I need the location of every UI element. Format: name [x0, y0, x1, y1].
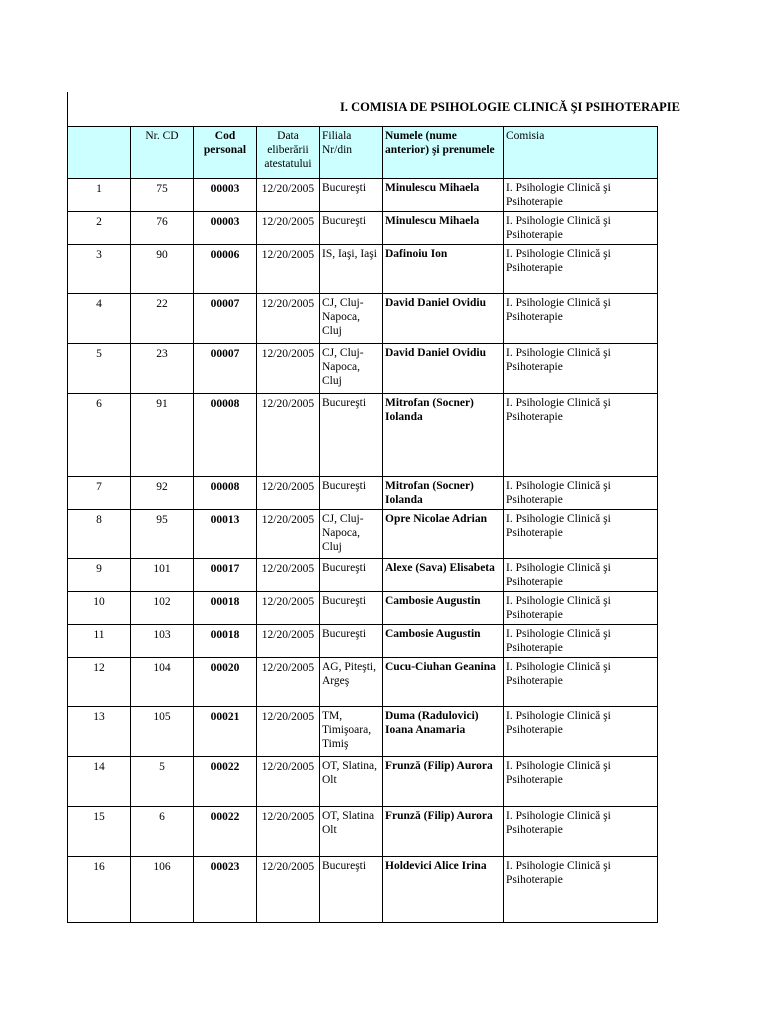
nume-cell: Minulescu Mihaela	[383, 211, 504, 244]
table-row	[68, 293, 658, 343]
table-row	[68, 856, 658, 922]
data-cell: 12/20/2005	[257, 178, 320, 211]
nume-cell: Frunză (Filip) Aurora	[383, 806, 504, 856]
row-index: 14	[68, 756, 131, 806]
filiala-cell: Bucureşti	[320, 856, 383, 922]
nume-cell: Mitrofan (Socner) Iolanda	[383, 393, 504, 476]
cod-personal-cell: 00008	[194, 476, 257, 509]
filiala-cell: OT, Slatina, Olt	[320, 756, 383, 806]
cod-personal-cell: 00022	[194, 756, 257, 806]
data-cell: 12/20/2005	[257, 509, 320, 558]
row-index: 16	[68, 856, 131, 922]
comisia-cell: I. Psihologie Clinică şi Psihoterapie	[504, 657, 658, 706]
comisia-cell: I. Psihologie Clinică şi Psihoterapie	[504, 756, 658, 806]
comisia-cell: I. Psihologie Clinică şi Psihoterapie	[504, 591, 658, 624]
comisia-cell: I. Psihologie Clinică şi Psihoterapie	[504, 706, 658, 756]
data-cell: 12/20/2005	[257, 591, 320, 624]
filiala-cell: TM, Timişoara, Timiş	[320, 706, 383, 756]
table-row	[68, 756, 658, 806]
nume-cell: Cambosie Augustin	[383, 591, 504, 624]
cod-personal-cell: 00021	[194, 706, 257, 756]
cod-personal-cell: 00008	[194, 393, 257, 476]
data-cell: 12/20/2005	[257, 756, 320, 806]
nume-cell: Cucu-Ciuhan Geanina	[383, 657, 504, 706]
filiala-cell: CJ, Cluj-Napoca, Cluj	[320, 343, 383, 393]
comisia-cell: I. Psihologie Clinică şi Psihoterapie	[504, 244, 658, 293]
data-cell: 12/20/2005	[257, 293, 320, 343]
data-cell: 12/20/2005	[257, 657, 320, 706]
title-row	[68, 92, 658, 126]
nr-cd-cell: 76	[131, 211, 194, 244]
comisia-cell: I. Psihologie Clinică şi Psihoterapie	[504, 509, 658, 558]
cod-personal-cell: 00003	[194, 178, 257, 211]
table-row	[68, 558, 658, 591]
filiala-cell: CJ, Cluj-Napoca, Cluj	[320, 293, 383, 343]
table-row	[68, 806, 658, 856]
nr-cd-cell: 104	[131, 657, 194, 706]
filiala-cell: IS, Iaşi, Iaşi	[320, 244, 383, 293]
data-cell: 12/20/2005	[257, 558, 320, 591]
filiala-cell: Bucureşti	[320, 624, 383, 657]
table-row	[68, 211, 658, 244]
table-row	[68, 706, 658, 756]
nr-cd-cell: 90	[131, 244, 194, 293]
comisia-cell: I. Psihologie Clinică şi Psihoterapie	[504, 293, 658, 343]
row-index: 10	[68, 591, 131, 624]
row-index: 5	[68, 343, 131, 393]
filiala-cell: Bucureşti	[320, 211, 383, 244]
nume-cell: Mitrofan (Socner) Iolanda	[383, 476, 504, 509]
row-index: 6	[68, 393, 131, 476]
atestat-table	[67, 92, 681, 923]
nr-cd-cell: 103	[131, 624, 194, 657]
cod-personal-cell: 00020	[194, 657, 257, 706]
table-row	[68, 591, 658, 624]
row-index: 7	[68, 476, 131, 509]
row-index: 1	[68, 178, 131, 211]
cod-personal-cell: 00022	[194, 806, 257, 856]
filiala-cell: Bucureşti	[320, 393, 383, 476]
nume-cell: Alexe (Sava) Elisabeta	[383, 558, 504, 591]
nume-cell: Cambosie Augustin	[383, 624, 504, 657]
filiala-cell: AG, Piteşti, Argeş	[320, 657, 383, 706]
comisia-cell: I. Psihologie Clinică şi Psihoterapie	[504, 558, 658, 591]
cod-personal-cell: 00007	[194, 293, 257, 343]
row-index: 12	[68, 657, 131, 706]
data-cell: 12/20/2005	[257, 706, 320, 756]
filiala-cell: OT, Slatina Olt	[320, 806, 383, 856]
header-data: Data eliberării atestatului	[257, 126, 320, 178]
filiala-cell: Bucureşti	[320, 558, 383, 591]
nr-cd-cell: 91	[131, 393, 194, 476]
nr-cd-cell: 102	[131, 591, 194, 624]
filiala-cell: Bucureşti	[320, 178, 383, 211]
nr-cd-cell: 95	[131, 509, 194, 558]
spreadsheet	[67, 92, 681, 918]
nr-cd-cell: 106	[131, 856, 194, 922]
nume-cell: Dafinoiu Ion	[383, 244, 504, 293]
cod-personal-cell: 00003	[194, 211, 257, 244]
header-filiala: Filiala Nr/din	[320, 126, 383, 178]
comisia-cell: I. Psihologie Clinică şi Psihoterapie	[504, 806, 658, 856]
nr-cd-cell: 22	[131, 293, 194, 343]
comisia-cell: I. Psihologie Clinică şi Psihoterapie	[504, 856, 658, 922]
table-row	[68, 509, 658, 558]
row-index: 11	[68, 624, 131, 657]
row-index: 8	[68, 509, 131, 558]
comisia-cell: I. Psihologie Clinică şi Psihoterapie	[504, 178, 658, 211]
header-numele: Numele (nume anterior) şi prenumele	[383, 126, 504, 178]
nume-cell: Opre Nicolae Adrian	[383, 509, 504, 558]
nr-cd-cell: 92	[131, 476, 194, 509]
nume-cell: Holdevici Alice Irina	[383, 856, 504, 922]
cod-personal-cell: 00013	[194, 509, 257, 558]
comisia-cell: I. Psihologie Clinică şi Psihoterapie	[504, 393, 658, 476]
nume-cell: Frunză (Filip) Aurora	[383, 756, 504, 806]
cod-personal-cell: 00006	[194, 244, 257, 293]
row-index: 15	[68, 806, 131, 856]
data-cell: 12/20/2005	[257, 806, 320, 856]
nr-cd-cell: 101	[131, 558, 194, 591]
table-row	[68, 476, 658, 509]
table-row	[68, 657, 658, 706]
nr-cd-cell: 75	[131, 178, 194, 211]
comisia-cell: I. Psihologie Clinică şi Psihoterapie	[504, 343, 658, 393]
row-index: 3	[68, 244, 131, 293]
data-cell: 12/20/2005	[257, 211, 320, 244]
cod-personal-cell: 00018	[194, 591, 257, 624]
data-cell: 12/20/2005	[257, 343, 320, 393]
table-row	[68, 178, 658, 211]
nume-cell: Duma (Radulovici) Ioana Anamaria	[383, 706, 504, 756]
header-comisia: Comisia	[504, 126, 658, 178]
nr-cd-cell: 5	[131, 756, 194, 806]
table-row	[68, 343, 658, 393]
nr-cd-cell: 6	[131, 806, 194, 856]
cod-personal-cell: 00017	[194, 558, 257, 591]
row-index: 9	[68, 558, 131, 591]
header-cod-personal: Cod personal	[194, 126, 257, 178]
page-title: I. COMISIA DE PSIHOLOGIE CLINICĂ ŞI PSIHOTERAPIE	[68, 92, 658, 126]
header-row	[68, 126, 658, 178]
comisia-cell: I. Psihologie Clinică şi Psihoterapie	[504, 624, 658, 657]
cod-personal-cell: 00023	[194, 856, 257, 922]
nume-cell: David Daniel Ovidiu	[383, 293, 504, 343]
data-cell: 12/20/2005	[257, 856, 320, 922]
row-index: 2	[68, 211, 131, 244]
table-row	[68, 393, 658, 476]
nr-cd-cell: 23	[131, 343, 194, 393]
comisia-cell: I. Psihologie Clinică şi Psihoterapie	[504, 211, 658, 244]
row-index: 13	[68, 706, 131, 756]
header-index	[68, 126, 131, 178]
data-cell: 12/20/2005	[257, 393, 320, 476]
data-cell: 12/20/2005	[257, 244, 320, 293]
cod-personal-cell: 00007	[194, 343, 257, 393]
filiala-cell: Bucureşti	[320, 591, 383, 624]
nume-cell: David Daniel Ovidiu	[383, 343, 504, 393]
cod-personal-cell: 00018	[194, 624, 257, 657]
table-row	[68, 624, 658, 657]
comisia-cell: I. Psihologie Clinică şi Psihoterapie	[504, 476, 658, 509]
header-nr-cd: Nr. CD	[131, 126, 194, 178]
data-cell: 12/20/2005	[257, 476, 320, 509]
nume-cell: Minulescu Mihaela	[383, 178, 504, 211]
table-row	[68, 244, 658, 293]
row-index: 4	[68, 293, 131, 343]
filiala-cell: Bucureşti	[320, 476, 383, 509]
filiala-cell: CJ, Cluj-Napoca, Cluj	[320, 509, 383, 558]
nr-cd-cell: 105	[131, 706, 194, 756]
data-cell: 12/20/2005	[257, 624, 320, 657]
